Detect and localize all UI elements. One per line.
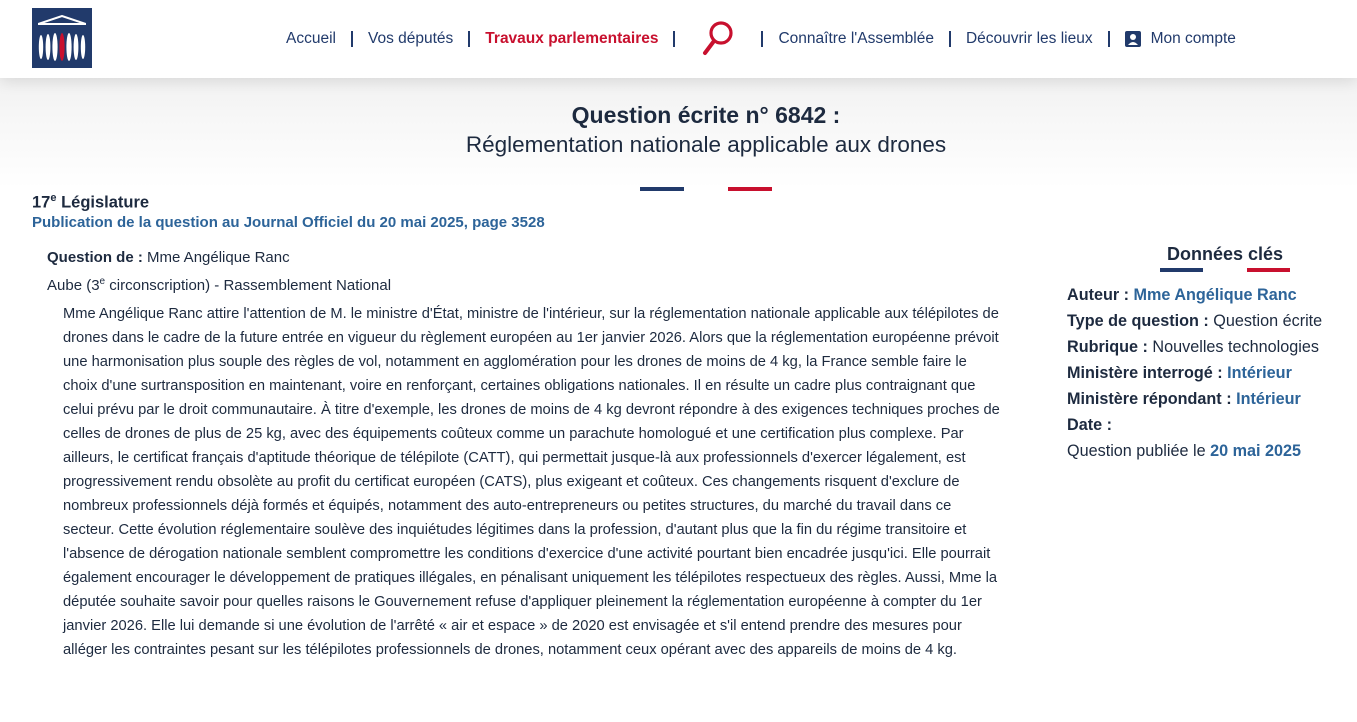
question-de-label: Question de :: [47, 249, 143, 266]
key-data-rubrique: [1067, 334, 1352, 360]
user-icon: [1125, 31, 1141, 47]
page-title: [0, 100, 1357, 160]
question-subject: Réglementation nationale applicable aux drones: [465, 132, 947, 157]
nav-separator: [351, 31, 353, 47]
nav-mon-compte-label: Mon compte: [1150, 30, 1236, 47]
nav-decouvrir-lieux[interactable]: Découvrir les lieux: [965, 30, 1093, 47]
nav-separator: [761, 31, 763, 47]
nav-connaitre-assemblee[interactable]: Connaître l'Assemblée: [778, 30, 934, 47]
key-data-tricolor: [1160, 268, 1290, 272]
key-data-ministere-repondant: [1067, 386, 1352, 412]
key-min-interroge-link[interactable]: Intérieur: [1222, 364, 1292, 382]
key-type-label: Type de question :: [1067, 312, 1209, 330]
key-min-repondant-label: Ministère répondant :: [1067, 390, 1232, 408]
key-date-label: Date :: [1067, 416, 1112, 434]
question-text: Mme Angélique Ranc attire l'attention de M. le ministre d'État, ministre de l'intérieur, sur la réglementation nationale applicable aux télépilotes de drones dans le cadre de la future entrée en vigueur du règlement européen au 1er janvier 2026. Alors que la réglementation européenne prévoit une harmonisation plus souple des règles de vol, notamment en agglomération pour les drones de moins de 4 kg, la France semble faire le choix d'une surtransposition en maintenant, voire en renforçant, certaines obligations nationales. Il en résulte un cadre plus contraignant que celui prévu par le droit communautaire. À titre d'exemple, les drones de moins de 4 kg devront répondre à des exigences techniques proches de celles de drones de plus de 25 kg, avec des équipements coûteux comme un parachute homologué et une certification plus complexe. Par ailleurs, le certificat français d'aptitude théorique de télépilote (CATT), qui permettait jusque-là aux professionnels d'exercer légalement, est progressivement rendu obsolète au profit du certificat européen (CATS), plus exigeant et coûteux. Ces changements risquent d'exclure de nombreux professionnels déjà formés et équipés, notamment des auto-entrepreneurs ou petites structures, du marché du travail dans ce secteur. Cette évolution réglementaire soulève des inquiétudes légitimes dans la profession, d'autant plus que la fin du régime transitoire et l'absence de dérogation nationale semblent compromettre les conditions d'exercice d'une activité pourtant bien encadrée jusqu'ici. Elle pourrait également encourager le développement de pratiques illégales, en pénalisant uniquement les télépilotes respectueux des règles. Aussi, Mme la députée souhaite savoir pour quelles raisons le Gouvernement refuse d'appliquer pleinement la réglementation européenne à compter du 1er janvier 2026. Elle lui demande si une évolution de l'arrêté « air et espace » de 2020 est envisagée et s'il entend prendre des mesures pour alléger les contraintes pesant sur les télépilotes professionnels de drones, notamment ceux opérant avec des appareils de moins de 4 kg.: [63, 306, 1000, 658]
logo-roof: [38, 15, 86, 25]
key-data-ministere-interroge: [1067, 360, 1352, 386]
site-header: [0, 0, 1357, 78]
constituency: [47, 270, 391, 298]
nav-separator: [468, 31, 470, 47]
nav-separator: [673, 31, 675, 47]
key-data-panel: [1067, 282, 1352, 464]
nav-travaux-parlementaires[interactable]: Travaux parlementaires: [485, 30, 659, 47]
legislature-label: Législature: [56, 193, 150, 212]
key-type-value: Question écrite: [1208, 312, 1323, 330]
key-min-repondant-link[interactable]: Intérieur: [1231, 390, 1301, 408]
key-rubrique-label: Rubrique :: [1067, 338, 1148, 356]
search-icon: [701, 20, 735, 58]
key-rubrique-value: Nouvelles technologies: [1147, 338, 1319, 356]
main-nav: [286, 0, 1236, 78]
question-author[interactable]: Mme Angélique Ranc: [142, 249, 290, 266]
nav-separator: [1108, 31, 1110, 47]
search-button[interactable]: [696, 19, 740, 59]
key-data-author: [1067, 282, 1352, 308]
legislature: [32, 192, 149, 213]
key-min-interroge-label: Ministère interrogé :: [1067, 364, 1223, 382]
key-data-type: [1067, 308, 1352, 334]
nav-accueil[interactable]: Accueil: [286, 30, 336, 47]
logo-columns: [38, 32, 86, 62]
assemblee-logo[interactable]: [32, 8, 92, 68]
legislature-sup: e: [50, 192, 57, 204]
tricolor-divider: [640, 187, 772, 191]
key-data-title: Données clés: [1166, 244, 1284, 264]
key-data-date: [1067, 412, 1352, 438]
constituency-sup: e: [99, 276, 106, 287]
question-number: Question écrite n° 6842 :: [571, 102, 841, 128]
key-author-link[interactable]: Mme Angélique Ranc: [1129, 286, 1297, 304]
question-author-block: [47, 246, 391, 298]
constituency-post: circonscription) - Rassemblement National: [105, 277, 392, 294]
key-data-date-value: [1067, 438, 1352, 464]
nav-mon-compte[interactable]: [1125, 30, 1236, 48]
nav-separator: [949, 31, 951, 47]
key-author-label: Auteur :: [1067, 286, 1130, 304]
key-date-link[interactable]: 20 mai 2025: [1210, 442, 1301, 460]
key-date-text: Question publiée le: [1067, 442, 1211, 460]
publication-info: Publication de la question au Journal Officiel du 20 mai 2025, page 3528: [32, 214, 545, 231]
constituency-pre: Aube (3: [47, 277, 100, 294]
nav-vos-deputes[interactable]: Vos députés: [367, 30, 454, 47]
legislature-number: 17: [32, 193, 51, 212]
